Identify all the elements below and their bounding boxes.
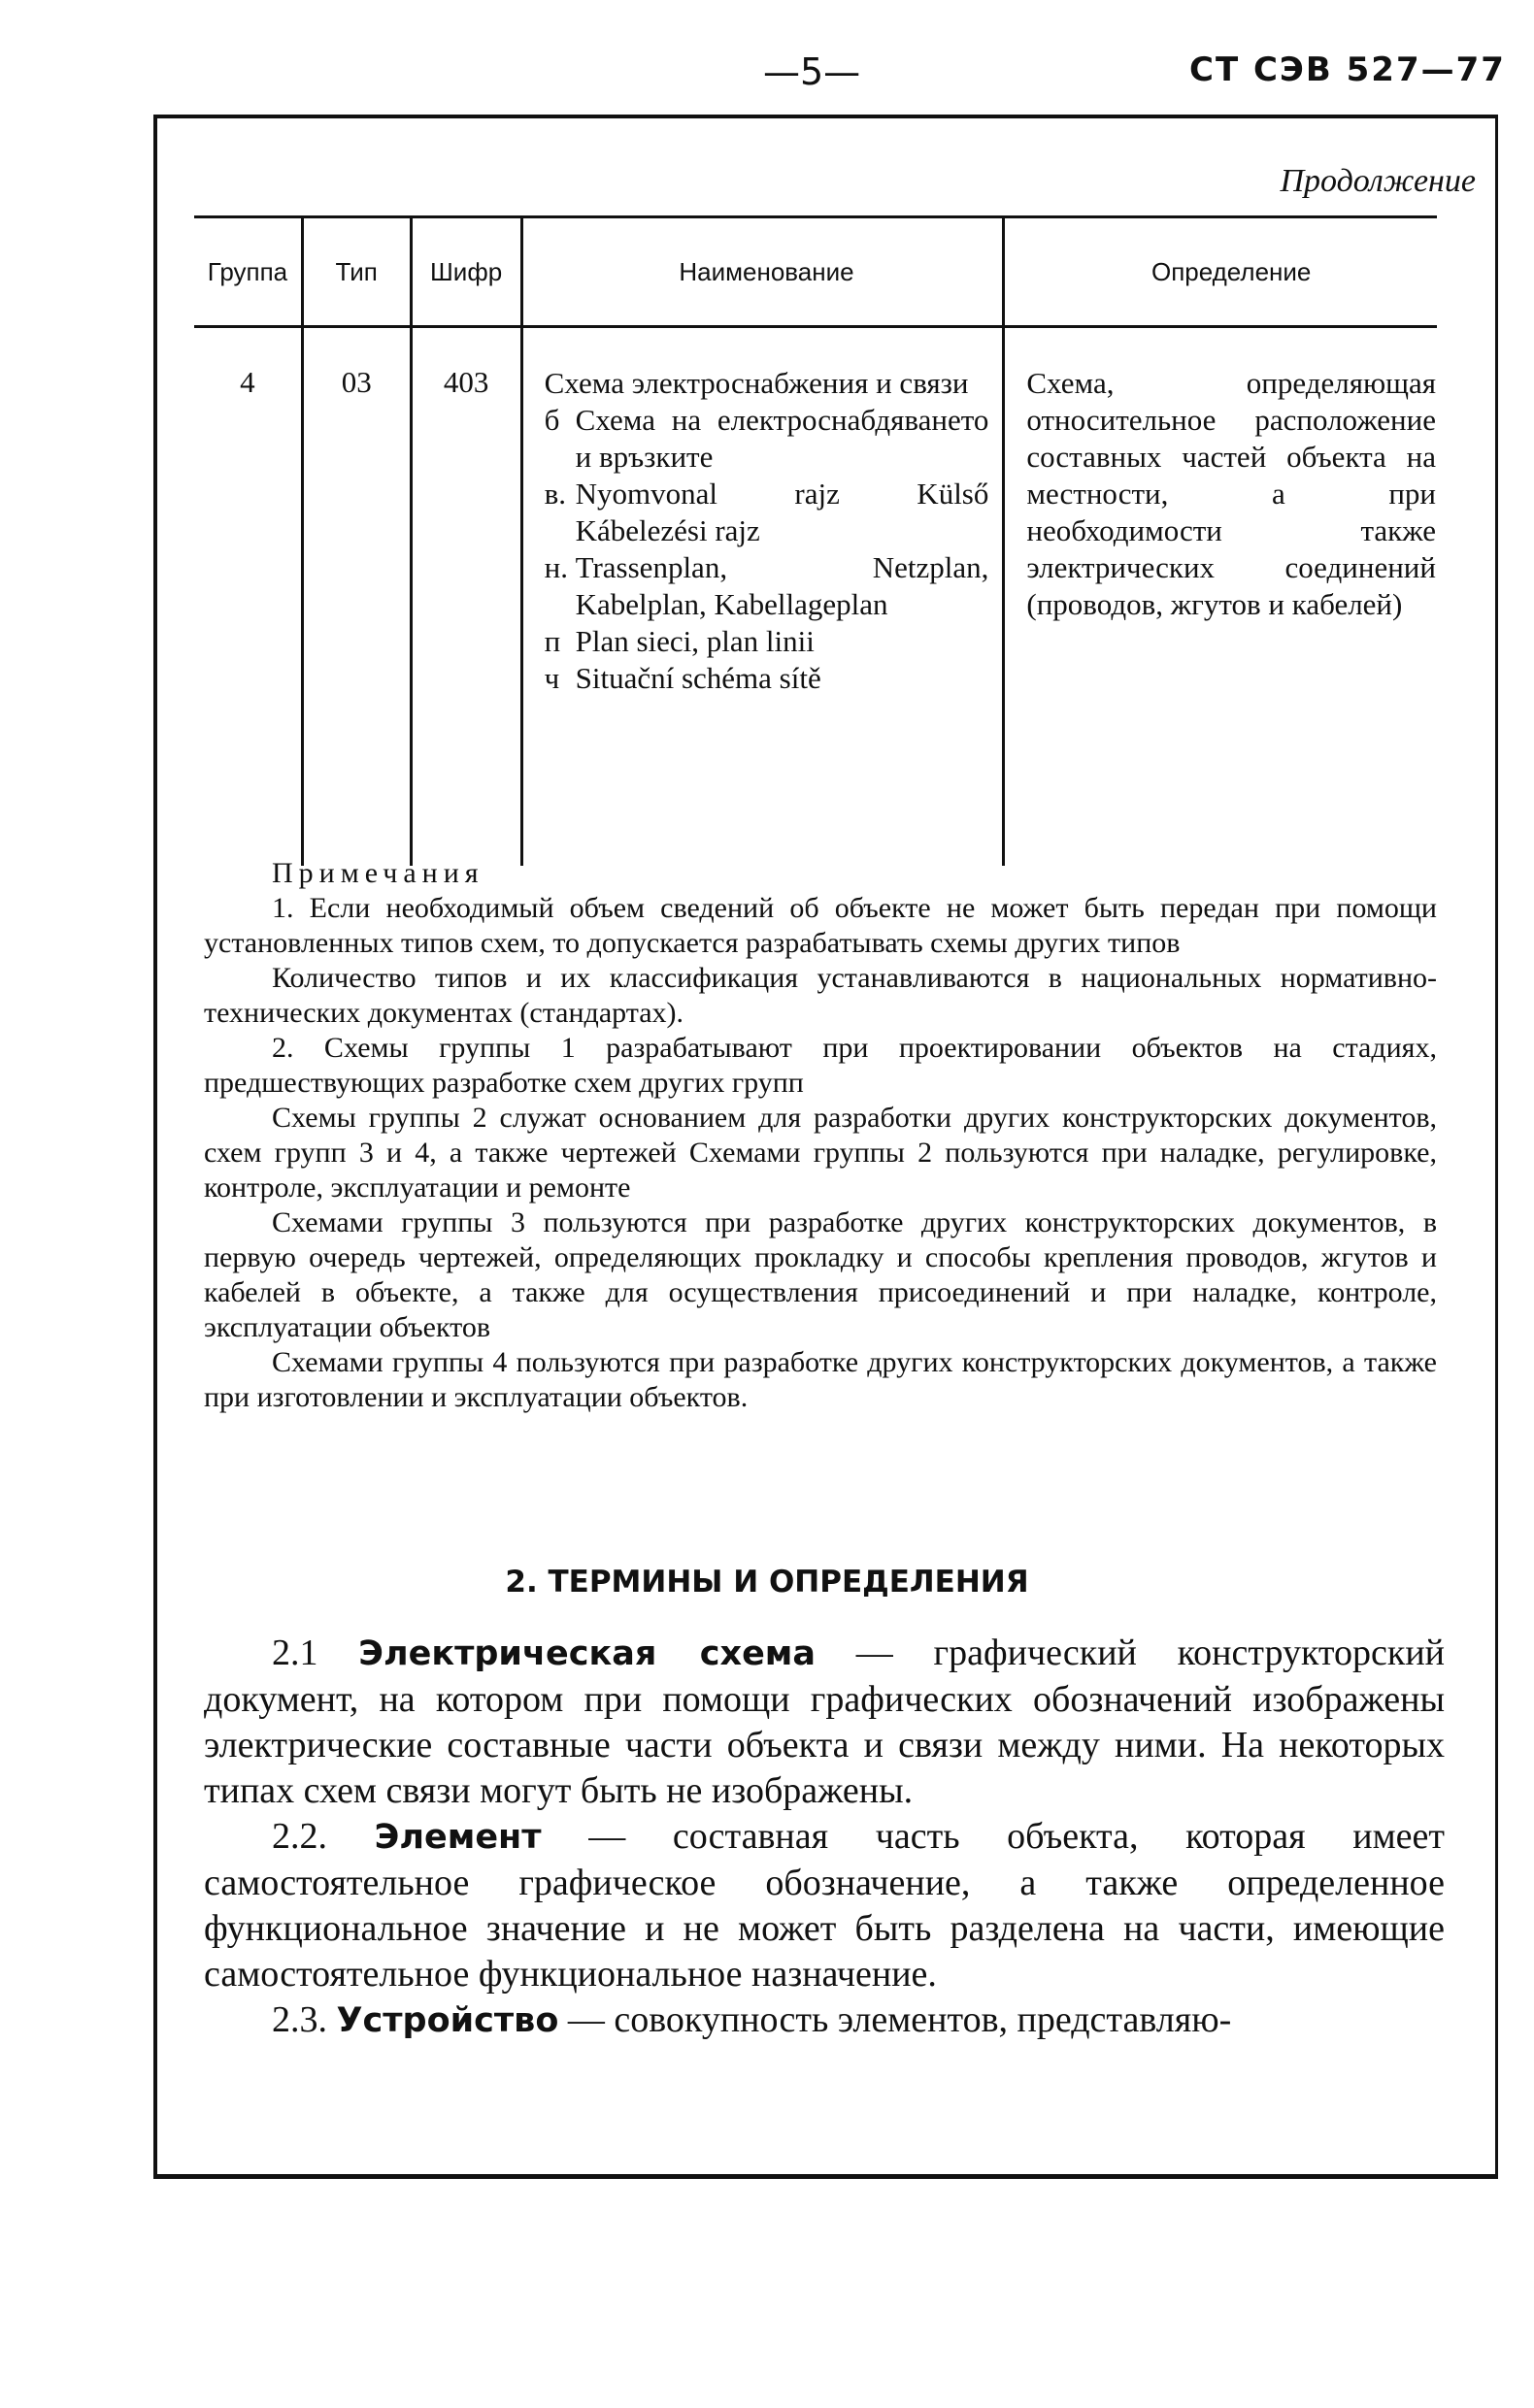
column-header-type: Тип [302, 217, 411, 327]
cell-code: 403 [411, 327, 521, 867]
note-paragraph: Количество типов и их классификация устанавливаются в национальных нормативно-технических документах (стандартах). [204, 962, 1437, 1029]
column-header-name: Наименование [521, 217, 1004, 327]
note-paragraph: Схемы группы 2 служат основанием для разработки других конструкторских документов, схем групп 3 и 4, а также чертежей Схемами группы 2 пользуются при наладке, регулировке, контроле, эксплуатации и ремонте [204, 1102, 1437, 1204]
name-variant [545, 660, 989, 697]
name-russian: Схема электроснабжения и связи [544, 366, 969, 400]
column-header-code: Шифр [411, 217, 521, 327]
variant-text: Trassenplan, Netzplan, Kabelplan, Kabellageplan [575, 550, 989, 621]
definition-paragraph [204, 1814, 1445, 1997]
document-code: СТ СЭВ 527—77 [1189, 50, 1506, 89]
notes-block [204, 856, 1437, 1415]
column-header-group: Группа [194, 217, 302, 327]
page-header [0, 50, 1534, 99]
cell-definition [1004, 327, 1437, 867]
definition-number: 2.2. [272, 1816, 327, 1857]
variant-prefix: п [544, 624, 561, 658]
note-paragraph: Схемами группы 3 пользуются при разработке других конструкторских документов, в первую очередь чертежей, определяющих прокладку и способы крепления проводов, жгутов и кабелей в объекте, а также для осуществления присоединений и при наладке, контроле, эксплуатации объектов [204, 1206, 1437, 1343]
note-paragraph: 1. Если необходимый объем сведений об объекте не может быть передан при помощи установленных типов схем, то допускается разрабатывать схемы других типов [204, 892, 1437, 959]
definition-paragraph [204, 1631, 1445, 1814]
definition-number: 2.1 [272, 1633, 318, 1673]
cell-group: 4 [240, 365, 255, 399]
note-paragraph: 2. Схемы группы 1 разрабатывают при проектировании объектов на стадиях, предшествующих разработке схем других групп [204, 1032, 1437, 1099]
variant-text: Схема на електроснабдяването и връзките [575, 403, 989, 474]
note-paragraph: Схемами группы 4 пользуются при разработке других конструкторских документов, а также при изготовлении и эксплуатации объектов. [204, 1346, 1437, 1413]
variant-text: Nyomvonal rajz Külső Kábelezési rajz [575, 477, 989, 547]
variant-text: Plan sieci, plan linii [575, 624, 815, 658]
definition-term: Элемент [374, 1818, 542, 1857]
variant-prefix: в. [544, 477, 567, 511]
continuation-label: Продолжение [1280, 163, 1476, 199]
definition-body: — составная часть объекта, которая имеет самостоятельное графическое обозначение, а также определенное функциональное значение и не может быть разделена на части, имеющие самостоятельное функциональное назначение. [204, 1816, 1445, 1995]
column-header-definition: Определение [1004, 217, 1437, 327]
variant-prefix: б [544, 403, 560, 437]
definition-paragraph [204, 1997, 1445, 2044]
section-heading: 2. ТЕРМИНЫ И ОПРЕДЕЛЕНИЯ [505, 1565, 1029, 1600]
schema-types-table [194, 215, 1437, 866]
table-row [194, 327, 1437, 867]
definitions-block [204, 1631, 1445, 2044]
variant-text: Situační schéma sítě [575, 661, 821, 695]
name-variant [545, 476, 989, 549]
definition-term: Электрическая схема [358, 1634, 817, 1673]
notes-title: Примечания [272, 857, 484, 889]
name-variant [545, 549, 989, 623]
variant-prefix: н. [544, 550, 568, 584]
table-header-row [194, 217, 1437, 327]
page-number: —5— [763, 50, 861, 93]
variant-prefix: ч [544, 661, 560, 695]
name-variant [545, 623, 989, 660]
definition-text: Схема, определяющая относительное расположение составных частей объекта на местности, а при необходимости также электрических соединений (проводов, жгутов и кабелей) [1026, 366, 1436, 621]
name-variants-list [545, 402, 989, 697]
definition-term: Устройство [336, 2001, 559, 2040]
definition-body: — совокупность элементов, представляю- [567, 1999, 1232, 2040]
cell-type: 03 [302, 327, 411, 867]
cell-name [521, 327, 1004, 867]
name-variant [545, 402, 989, 476]
definition-number: 2.3. [272, 1999, 327, 2040]
definition-body: — графический конструкторский документ, на котором при помощи графических обозначений изображены электрические составные части объекта и связи между ними. На некоторых типах схем связи могут быть не изображены. [204, 1633, 1446, 1811]
